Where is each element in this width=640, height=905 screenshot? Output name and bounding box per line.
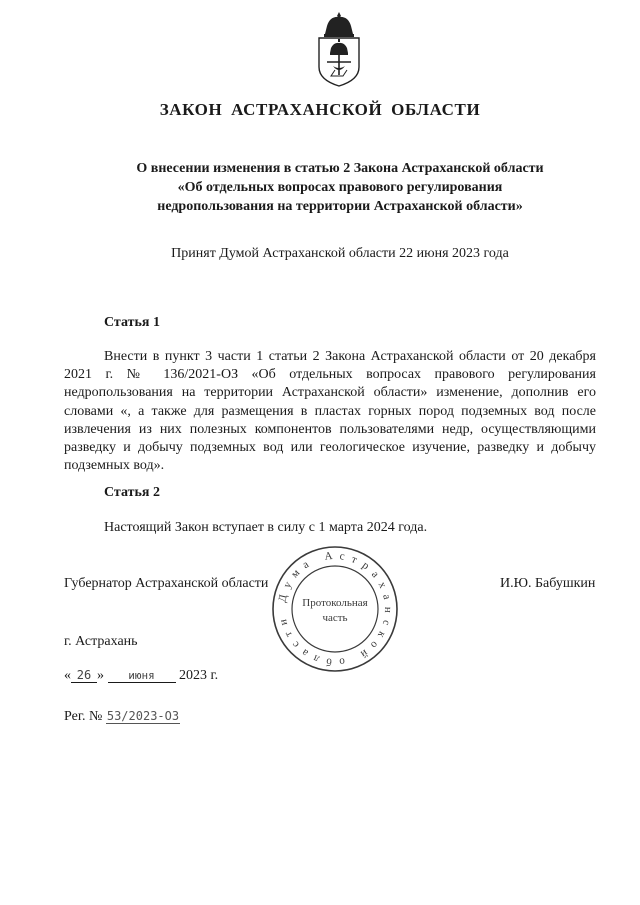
date-month: июня: [108, 669, 176, 683]
stamp-ring-text: Дума Астраханской области: [276, 549, 395, 669]
article-1-heading: Статья 1: [104, 315, 160, 330]
date-day: 26: [71, 668, 97, 683]
date-year: 2023 г.: [179, 668, 219, 683]
subtitle-line: недропользования на территории Астраханской области»: [157, 199, 523, 214]
date-close-quote: »: [97, 668, 104, 683]
signing-date: [64, 668, 218, 684]
coat-of-arms-emblem: [314, 12, 364, 88]
registration-number: [64, 709, 180, 725]
subtitle-line: О внесении изменения в статью 2 Закона Астраханской области: [136, 161, 544, 176]
article-2-text: Настоящий Закон вступает в силу с 1 марта 2024 года.: [104, 520, 428, 535]
article-1-text: Внести в пункт 3 части 1 статьи 2 Закона Астраханской области от 20 декабря 2021 г. № 136/2021-ОЗ «Об отдельных вопросах правового регулирования недропользования на территории Астраханской области» изменение, дополнив его словами «, а также для размещения в пластах горных пород подземных вод после извлечения из них полезных компонентов пользователями недр, осуществляющими разведку и добычу подземных вод или геологическое изучение, разведку и добычу подземных вод».: [64, 349, 596, 474]
signatory-position: Губернатор Астраханской области: [64, 576, 269, 591]
registration-label: Рег. №: [64, 709, 103, 724]
adoption-note: Принят Думой Астраханской области 22 июня 2023 года: [171, 246, 509, 261]
date-open-quote: «: [64, 668, 71, 683]
stamp-center-line: часть: [322, 612, 348, 624]
registration-value: 53/2023-ОЗ: [106, 709, 180, 723]
stamp-center-line: Протокольная: [302, 597, 368, 609]
subtitle-line: «Об отдельных вопросах правового регулирования: [177, 180, 503, 195]
document-subtitle: [60, 159, 620, 216]
document-title: ЗАКОН АСТРАХАНСКОЙ ОБЛАСТИ: [159, 100, 481, 119]
city-line: г. Астрахань: [64, 634, 138, 649]
signatory-name: И.Ю. Бабушкин: [500, 576, 596, 591]
article-2-heading: Статья 2: [104, 485, 160, 500]
official-stamp: [270, 544, 400, 674]
